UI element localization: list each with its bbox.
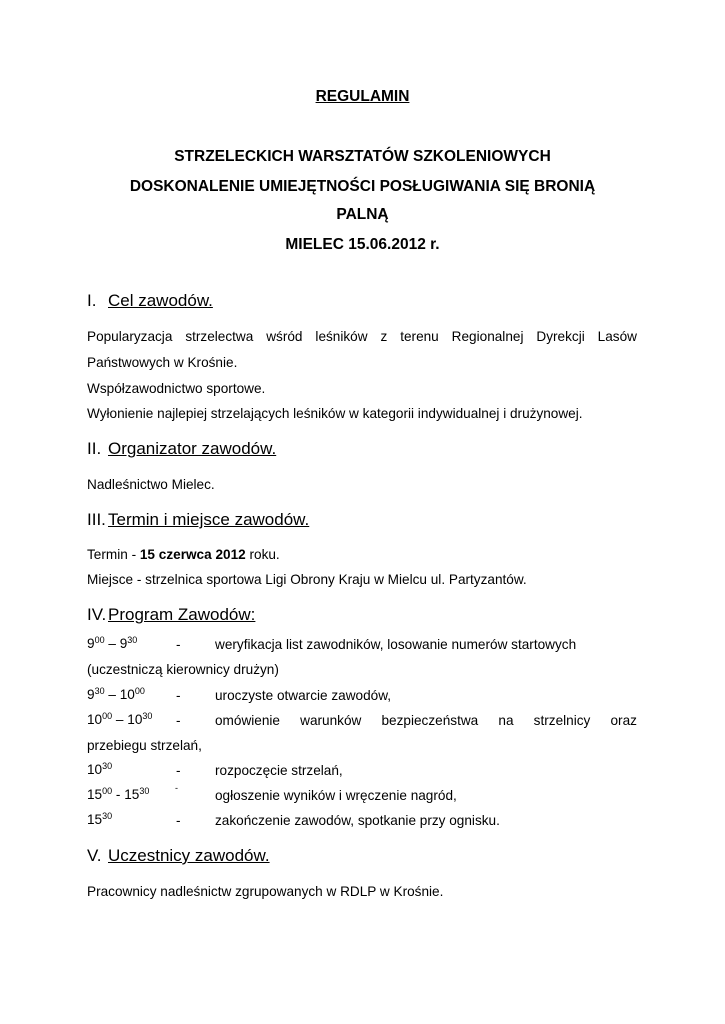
- time-minutes: 30: [102, 811, 113, 821]
- time-hour: 10: [127, 712, 143, 727]
- word: Lasów: [597, 329, 637, 344]
- section-heading-cel: [87, 291, 213, 311]
- time-separator: –: [112, 712, 128, 727]
- program-time-6: [87, 812, 112, 827]
- time-minutes: 30: [142, 711, 153, 721]
- program-dash: -: [176, 637, 181, 652]
- time-minutes: 30: [139, 786, 150, 796]
- program-dash: -: [175, 783, 178, 793]
- section-number: I.: [87, 291, 97, 310]
- program-time-5: [87, 787, 149, 802]
- section-heading-uczestnicy: [87, 846, 270, 866]
- time-hour: 10: [87, 762, 103, 777]
- time-hour: 15: [87, 812, 103, 827]
- word: Popularyzacja: [87, 329, 173, 344]
- subtitle-line-2: DOSKONALENIE UMIEJĘTNOŚCI POSŁUGIWANIA SIĘ BRONIĄ: [129, 178, 596, 195]
- section-label: Program Zawodów:: [108, 605, 256, 624]
- uczestnicy-text: Pracownicy nadleśnictw zgrupowanych w RDLP w Krośnie.: [87, 884, 444, 899]
- word: warunków: [300, 713, 362, 728]
- program-time-1: [87, 636, 137, 651]
- word: z: [380, 329, 388, 344]
- section-label: Termin i miejsce zawodów.: [108, 510, 310, 529]
- termin-line: [87, 547, 280, 562]
- word: na: [498, 713, 514, 728]
- program-desc-3: [215, 713, 637, 728]
- program-time-3: [87, 712, 152, 727]
- time-minutes: 00: [102, 786, 113, 796]
- word: omówienie: [215, 713, 280, 728]
- time-hour: 15: [87, 787, 103, 802]
- time-hour: 9: [87, 687, 95, 702]
- program-dash: -: [176, 713, 181, 728]
- time-minutes: 30: [127, 635, 138, 645]
- program-desc-2: uroczyste otwarcie zawodów,: [215, 688, 392, 703]
- time-minutes: 30: [94, 686, 105, 696]
- program-desc-1: weryfikacja list zawodników, losowanie numerów startowych: [215, 637, 577, 652]
- time-hour: 10: [119, 687, 135, 702]
- cel-line-2: Państwowych w Krośnie.: [87, 355, 238, 370]
- time-separator: –: [104, 636, 120, 651]
- time-separator: –: [104, 687, 120, 702]
- program-desc-6: zakończenie zawodów, spotkanie przy ognisku.: [215, 813, 500, 828]
- subtitle-line-1: STRZELECKICH WARSZTATÓW SZKOLENIOWYCH: [174, 148, 551, 165]
- word: Regionalnej: [451, 329, 524, 344]
- termin-date: 15 czerwca 2012: [139, 547, 246, 562]
- word: terenu: [400, 329, 439, 344]
- section-label: Uczestnicy zawodów.: [108, 846, 270, 865]
- section-heading-termin: [87, 510, 309, 530]
- section-number: IV.: [87, 605, 107, 624]
- time-minutes: 00: [94, 635, 105, 645]
- section-label: Organizator zawodów.: [108, 439, 277, 458]
- time-separator: -: [112, 787, 125, 802]
- cel-line-4: Wyłonienie najlepiej strzelających leśników w kategorii indywidualnej i drużynowej.: [87, 406, 583, 421]
- program-time-2: [87, 687, 145, 702]
- time-hour: 9: [119, 636, 128, 651]
- word: oraz: [610, 713, 637, 728]
- time-hour: 10: [87, 712, 103, 727]
- organizator-text: Nadleśnictwo Mielec.: [87, 477, 215, 492]
- section-number: V.: [87, 846, 102, 865]
- program-desc-3-cont: przebiegu strzelań,: [87, 738, 202, 753]
- program-time-4: [87, 762, 112, 777]
- time-minutes: 00: [134, 686, 145, 696]
- document-title: REGULAMIN: [315, 88, 410, 105]
- word: leśników: [315, 329, 368, 344]
- section-heading-organizator: [87, 439, 276, 459]
- word: bezpieczeństwa: [381, 713, 479, 728]
- section-label: Cel zawodów.: [108, 291, 213, 310]
- word: strzelnicy: [533, 713, 591, 728]
- program-desc-5: ogłoszenie wyników i wręczenie nagród,: [215, 788, 457, 803]
- program-desc-4: rozpoczęcie strzelań,: [215, 763, 343, 778]
- program-dash: -: [176, 688, 181, 703]
- program-dash: -: [176, 813, 181, 828]
- time-hour: 15: [124, 787, 140, 802]
- section-number: III.: [87, 510, 106, 529]
- subtitle-line-4: MIELEC 15.06.2012 r.: [285, 236, 440, 253]
- section-heading-program: [87, 605, 255, 625]
- word: Dyrekcji: [536, 329, 585, 344]
- word: wśród: [266, 329, 303, 344]
- program-desc-1-cont: (uczestniczą kierownicy drużyn): [87, 662, 279, 677]
- cel-line-1: [87, 329, 637, 344]
- time-minutes: 30: [102, 761, 113, 771]
- miejsce-line: Miejsce - strzelnica sportowa Ligi Obrony Kraju w Mielcu ul. Partyzantów.: [87, 572, 527, 587]
- time-minutes: 00: [102, 711, 113, 721]
- word: strzelectwa: [185, 329, 254, 344]
- termin-prefix: Termin -: [87, 547, 140, 562]
- section-number: II.: [87, 439, 102, 458]
- time-hour: 9: [87, 636, 95, 651]
- program-dash: -: [176, 763, 181, 778]
- subtitle-line-3: PALNĄ: [336, 206, 389, 223]
- termin-suffix: roku.: [245, 547, 280, 562]
- cel-line-3: Współzawodnictwo sportowe.: [87, 381, 266, 396]
